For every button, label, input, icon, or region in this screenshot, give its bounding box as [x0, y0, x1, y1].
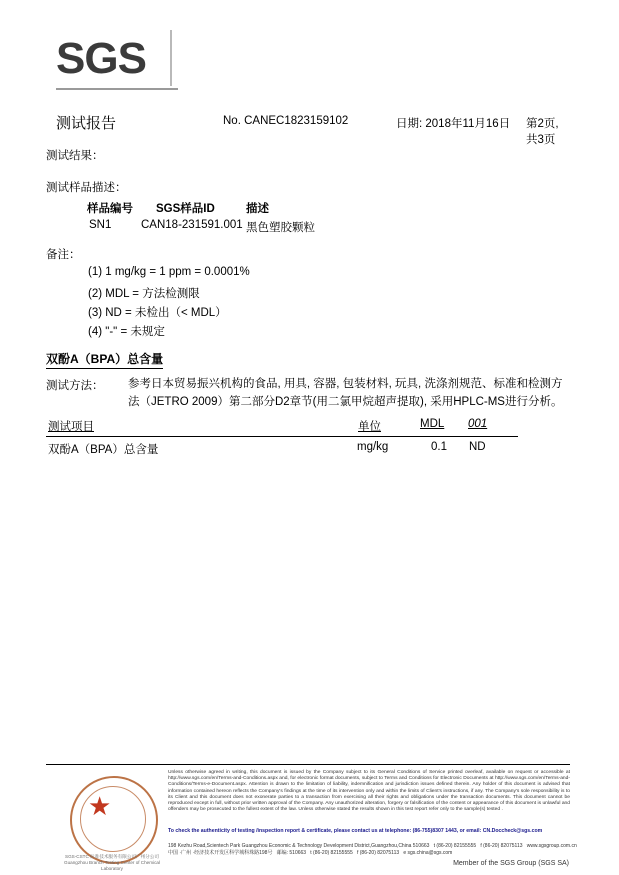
footer-disclaimer: Unless otherwise agreed in writing, this document is issued by the Company subject to its General Conditions of Service printed overleaf, available on request or accessible at http://www.sgs.com/en/Terms-and-Conditions.aspx and, for electronic format documents, subject to Terms and Conditions for Electronic Documents at http://www.sgs.com/en/Terms-and-Conditions/Terms-e-Document.aspx. Attention is drawn to the limitation of liability, indemnification and jurisdiction issues defined therein. Any holder of this document is advised that information contained hereon reflects the Company's findings at the time of its intervention only and within the limits of Client's instructions, if any. The Company's sole responsibility is to its Client and this document does not exonerate parties to a transaction from exercising all their rights and obligations under the transaction documents. This document cannot be reproduced except in full, without prior written approval of the Company. Any unauthorized alteration, forgery or falsification of the content or appearance of this document is unlawful and offenders may be prosecuted to the fullest extent of the law. Unless otherwise stated the results shown in this test report refer only to the sample(s) tested . [168, 770, 570, 813]
table-row: 黑色塑胶颗粒 [246, 222, 315, 234]
table-row: CAN18-231591.001 [141, 219, 243, 231]
remark-item: (1) 1 mg/kg = 1 ppm = 0.0001% [88, 266, 250, 278]
result-header-unit: 单位 [358, 421, 381, 433]
logo-vertical-bar [170, 30, 172, 86]
footer-website[interactable]: www.sgsgroup.com.cn [526, 843, 577, 849]
test-result-label: 测试结果： [46, 150, 104, 162]
section-heading-bpa: 双酚A（BPA）总含量 [46, 352, 163, 369]
footer-attention-note: To check the authenticity of testing /inspection report & certificate, please contact us at telephone: (86-755)8307 1443, or email: CN.Doccheck@sgs.com [168, 828, 543, 834]
footer-zip-cn: 邮编: 510663 [276, 850, 307, 857]
test-method-line-1: 参考日本贸易振兴机构的食品, 用具, 容器, 包装材料, 玩具, 洗涤剂规范、标准和检测方 [128, 378, 563, 390]
remark-item: (2) MDL = 方法检测限 [88, 288, 200, 300]
footer-tel-cn: t (86-20) 82155555 [310, 850, 353, 857]
sgs-logo [56, 36, 176, 90]
page-indicator: 第2页,共3页 [526, 118, 559, 146]
footer-fax-en: f (86-20) 82075113 [480, 843, 523, 849]
page-title: 测试报告 [56, 115, 117, 132]
company-seal [56, 772, 166, 871]
remark-label: 备注： [46, 249, 81, 261]
sample-description-label: 测试样品描述： [46, 182, 127, 194]
test-method-label: 测试方法： [46, 380, 104, 392]
sample-table-header-no: 样品编号 [87, 203, 133, 215]
footer-email[interactable]: e sgs.china@sgs.com [403, 850, 453, 857]
footer-address-cn: 中国 ·广州 ·经济技术开发区科学城科珠路198号 [168, 850, 273, 857]
sample-table-header-id: SGS样品ID [156, 203, 215, 215]
result-cell-value: ND [469, 441, 486, 453]
report-number: No. CANEC1823159102 [223, 115, 349, 127]
report-title-row [56, 112, 564, 146]
footer-fax-cn: f (86-20) 82075113 [356, 850, 400, 857]
result-cell-unit: mg/kg [357, 441, 389, 453]
seal-caption: SGS-CSTC 标准技术服务有限公司广州分公司 Guangzhou Branch Testing Center of Chemical Laboratory [64, 854, 160, 871]
remark-item: (3) ND = 未检出（< MDL） [88, 307, 227, 319]
footer-divider [46, 764, 570, 765]
report-date: 日期: 2018年11月16日 [396, 118, 511, 130]
logo-underline [56, 88, 178, 90]
footer-address-en: 198 Kezhu Road,Scientech Park Guangzhou Economic & Technology Development District,Guangzhou,China 510663 [168, 843, 430, 849]
footer-tel-en: t (86-20) 82155555 [433, 843, 477, 849]
sgs-logo-text: SGS [56, 34, 146, 83]
result-table [46, 418, 518, 461]
footer-member-note: Member of the SGS Group (SGS SA) [453, 860, 569, 867]
table-row [46, 441, 518, 461]
result-header-sample: 001 [468, 418, 488, 430]
result-header-item: 测试项目 [48, 421, 94, 433]
result-cell-item: 双酚A（BPA）总含量 [48, 444, 159, 456]
footer-address [168, 843, 577, 857]
sample-table-header-desc: 描述 [246, 203, 269, 215]
test-method-line-2: 法（JETRO 2009）第二部分D2章节(用二氯甲烷超声提取), 采用HPLC-MS进行分析。 [128, 396, 563, 408]
result-table-header-row [46, 418, 518, 437]
result-header-mdl: MDL [420, 418, 445, 430]
table-row: SN1 [89, 219, 112, 231]
result-cell-mdl: 0.1 [431, 441, 447, 453]
remark-item: (4) "-" = 未规定 [88, 326, 165, 338]
